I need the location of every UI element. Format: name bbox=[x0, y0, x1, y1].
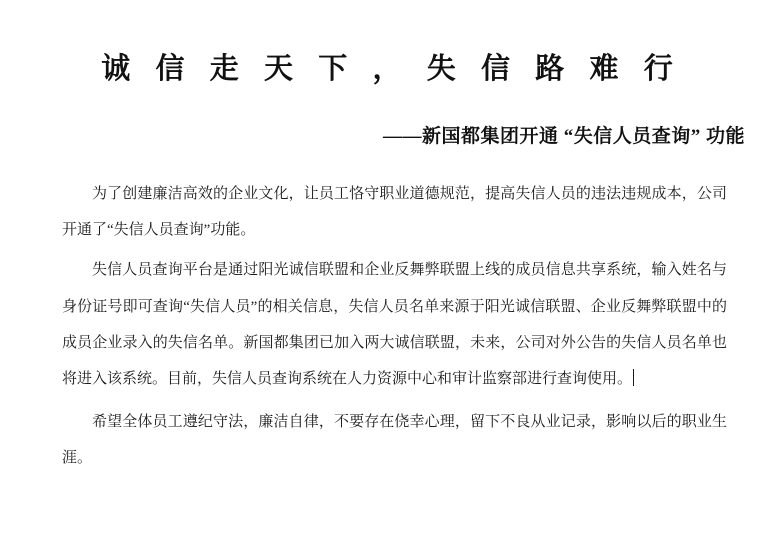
paragraph bbox=[34, 252, 749, 397]
text-cursor bbox=[633, 369, 634, 386]
document-subtitle: ——新国都集团开通 “失信人员查询” 功能 bbox=[382, 125, 745, 147]
paragraph: 希望全体员工遵纪守法，廉洁自律，不要存在侥幸心理，留下不良从业记录，影响以后的职业生涯。 bbox=[62, 413, 727, 466]
paragraph-text: 失信人员查询平台是通过阳光诚信联盟和企业反舞弊联盟上线的成员信息共享系统，输入姓名与身份证号即可查询“失信人员”的相关信息，失信人员名单来源于阳光诚信联盟、企业反舞弊联盟中的成员企业录入的失信名单。新国都集团已加入两大诚信联盟，未来，公司对外公告的失信人员名单也将进入该系统。目前，失信人员查询系统在人力资源中心和审计监察部进行查询使用。 bbox=[62, 262, 727, 388]
document-title: 诚 信 走 天 下 ， 失 信 路 难 行 bbox=[101, 53, 682, 85]
document-body bbox=[34, 176, 749, 476]
document-page bbox=[0, 52, 783, 542]
paragraph: 为了创建廉洁高效的企业文化，让员工恪守职业道德规范，提高失信人员的违法违规成本，公司开通了“失信人员查询”功能。 bbox=[62, 185, 727, 239]
